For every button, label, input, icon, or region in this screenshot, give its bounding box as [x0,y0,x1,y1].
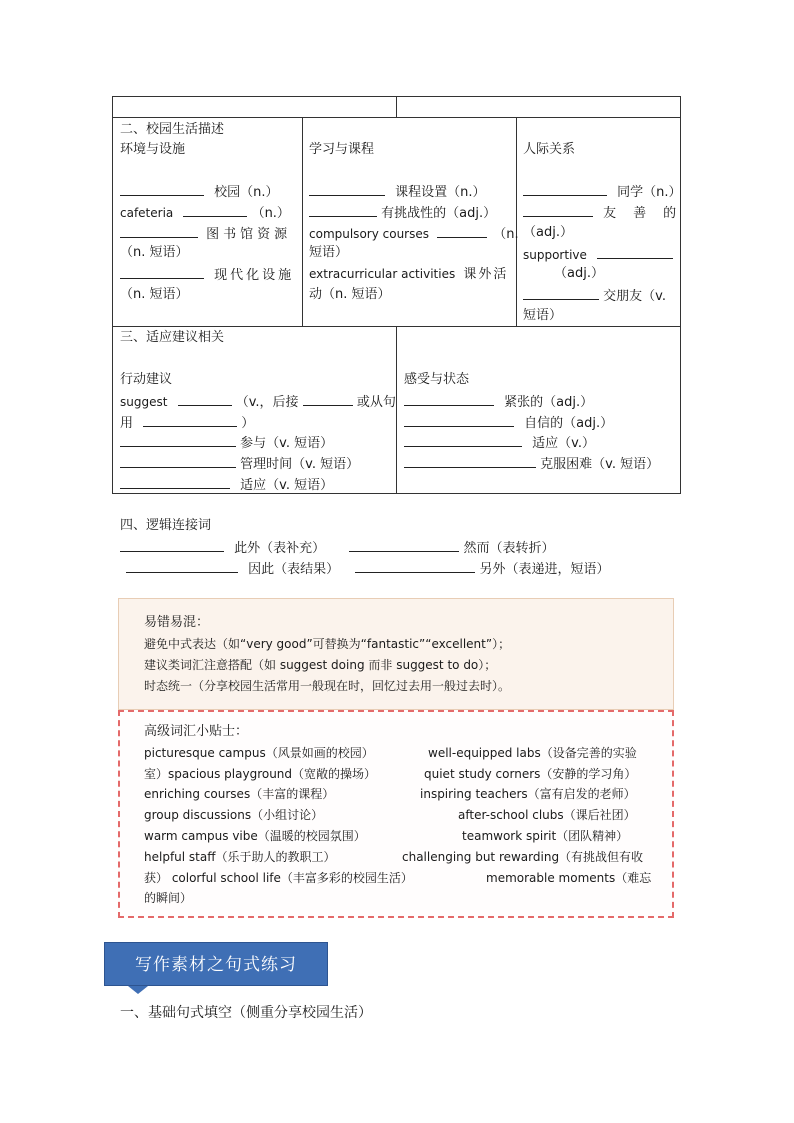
blank[interactable] [309,181,385,196]
connector-line-1: 此外（表补充） 然而（表转折） [120,537,554,559]
blank[interactable] [523,202,593,217]
section-4-title: 四、逻辑连接词 [120,518,212,533]
feel-line-1: 紧张的（adj.） [404,391,593,413]
action-line-4: 管理时间（v. 短语） [120,453,359,475]
blank[interactable] [309,202,377,217]
vocab-r1b: well-equipped labs（设备完善的实验 [428,746,637,760]
vocab-r3a: enriching courses（丰富的课程） [144,787,335,801]
blank[interactable] [120,181,204,196]
vocab-r4a: group discussions（小组讨论） [144,808,324,822]
people-line-1: 同学（n.） [523,181,682,203]
blank[interactable] [404,432,522,447]
blank[interactable] [597,244,673,259]
blank[interactable] [183,202,247,217]
people-line-3: supportive [523,244,673,266]
tips-line-3: 时态统一（分享校园生活常用一般现在时，回忆过去用一般过去时）。 [144,679,511,693]
study-line-3c: 短语） [309,245,349,260]
section-2-title: 二、校园生活描述 [120,122,225,137]
vocab-r5b: teamwork spirit（团队精神） [462,829,629,843]
env-line-3b: （n. 短语） [120,245,189,260]
study-title: 学习与课程 [309,142,375,157]
blank[interactable] [120,537,224,552]
blank[interactable] [404,412,514,427]
tips-line-1: 避免中式表达（如“very good”可替换为“fantastic”“excellent”）； [144,637,511,651]
blank[interactable] [523,285,599,300]
vocab-r2b: quiet study corners（安静的学习角） [424,767,637,781]
blank[interactable] [120,453,236,468]
study-line-1: 课程设置（n.） [309,181,486,203]
blank[interactable] [303,391,353,406]
feel-line-4: 克服困难（v. 短语） [404,453,659,475]
blank[interactable] [120,474,230,489]
vocab-r3b: inspiring teachers（富有启发的老师） [420,787,636,801]
blank[interactable] [349,537,459,552]
vocab-r7b: memorable moments（难忘 [486,871,652,885]
env-line-3: 图书馆资源 [120,223,296,245]
tips-title: 易错易混： [144,615,210,630]
section-tag-pointer [128,986,148,994]
blank[interactable] [120,223,198,238]
people-line-4: 交朋友（v. [523,285,666,307]
tips-line-2: 建议类词汇注意搭配（如 suggest doing 而非 suggest to do）； [144,658,497,672]
vocab-title: 高级词汇小贴士： [144,724,249,739]
feel-line-2: 自信的（adj.） [404,412,613,434]
connector-line-2: 因此（表结果） 另外（表递进，短语） [126,558,609,580]
people-line-4b: 短语） [523,308,563,323]
study-line-4: extracurricular activities 课外活 [309,267,509,282]
section-tag-label: 写作素材之句式练习 [135,955,297,975]
env-line-2: cafeteria （n.） [120,202,290,224]
action-line-5: 适应（v. 短语） [120,474,333,496]
action-title: 行动建议 [120,372,173,387]
feel-line-3: 适应（v.） [404,432,595,454]
env-line-1: 校园（n.） [120,181,279,203]
action-line-3: 参与（v. 短语） [120,432,333,454]
vocab-r5a: warm campus vibe（温暖的校园氛围） [144,829,366,843]
vocab-r4b: after-school clubs（课后社团） [458,808,636,822]
blank[interactable] [120,432,236,447]
study-line-3: compulsory courses （n. [309,223,519,245]
blank[interactable] [126,558,238,573]
section-tag [104,942,328,986]
people-title: 人际关系 [523,142,576,157]
vocab-r6b: challenging but rewarding（有挑战但有收 [402,850,644,864]
blank[interactable] [178,391,232,406]
blank[interactable] [143,412,237,427]
blank[interactable] [523,181,607,196]
blank[interactable] [404,391,494,406]
vocab-r2a: 室）spacious playground（宽敞的操场） [144,767,377,781]
blank[interactable] [120,264,204,279]
table-col-divider-bottom [396,326,397,494]
blank[interactable] [404,453,536,468]
feel-title: 感受与状态 [404,372,470,387]
people-line-3b: （adj.） [554,266,604,281]
vocab-r6a: helpful staff（乐于助人的教职工） [144,850,336,864]
table-col-divider-mid-2 [516,117,517,326]
action-line-2: 用 ） [120,412,254,434]
env-line-4b: （n. 短语） [120,287,189,302]
people-line-2b: （adj.） [523,225,573,240]
table-col-divider-top [396,96,397,117]
env-line-4: 现代化设施 [120,264,294,286]
study-line-4c: 动（n. 短语） [309,287,391,302]
table-row-divider-1 [112,117,681,118]
blank[interactable] [355,558,475,573]
table-col-divider-mid-1 [302,117,303,326]
blank[interactable] [437,223,487,238]
env-title: 环境与设施 [120,142,186,157]
section-5-title: 一、基础句式填空（侧重分享校园生活） [120,1005,372,1021]
study-line-2: 有挑战性的（adj.） [309,202,496,224]
section-3-title: 三、适应建议相关 [120,330,225,345]
vocab-r7a: 获） colorful school life（丰富多彩的校园生活） [144,871,413,885]
vocab-r1a: picturesque campus（风景如画的校园） [144,746,374,760]
people-line-2: 友 善 的 [523,202,678,224]
action-line-1: suggest （v.，后接 或从句 [120,391,396,413]
vocab-r8: 的瞬间） [144,891,193,905]
